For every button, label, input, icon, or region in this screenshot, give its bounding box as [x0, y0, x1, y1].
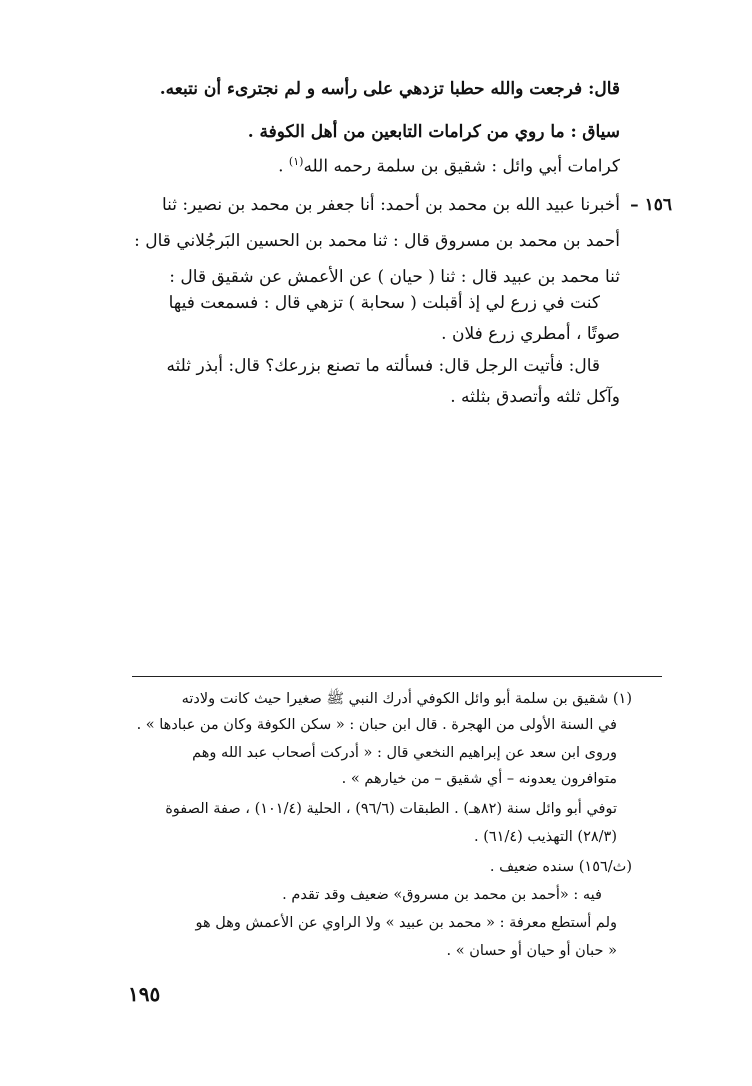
matn-line-2: صوتًا ، أمطري زرع فلان .: [441, 324, 620, 344]
footnote-1-line-5: توفي أبو وائل سنة (٨٢هـ) . الطبقات (٩٦/٦) ، الحلية (١٠١/٤) ، صفة الصفوة: [165, 801, 617, 817]
footnote-th-heading: (ث/١٥٦) سنده ضعيف .: [489, 859, 632, 875]
siyaq-label: سياق: [582, 122, 620, 142]
footnote-1-line-2: في السنة الأولى من الهجرة . قال ابن حبان : « سكن الكوفة وكان من عبادها » .: [136, 717, 617, 733]
footnote-1-line-6: (٢٨/٣) التهذيب (٦١/٤) .: [474, 829, 617, 845]
karamat-end: .: [278, 156, 289, 177]
isnad-line-1: أخبرنا عبيد الله بن محمد بن أحمد: أنا جعفر بن محمد بن نصير: ثنا: [161, 195, 620, 215]
matn-line-4: وآكل ثلثه وأتصدق بثلثه .: [450, 387, 620, 407]
isnad-line-2: أحمد بن محمد بن مسروق قال : ثنا محمد بن الحسين البَرجُلاني قال :: [134, 231, 620, 251]
footnote-1-line-3: وروى ابن سعد عن إبراهيم النخعي قال : « أدركت أصحاب عبد الله وهم: [192, 745, 617, 761]
hadith-number: ١٥٦ –: [630, 195, 672, 215]
footnote-ref[interactable]: (١): [288, 155, 304, 168]
karamat-line: [100, 147, 620, 177]
footnote-divider: [132, 676, 662, 677]
footnote-th-line-2: ولم أستطع معرفة : « محمد بن عبيد » ولا الراوي عن الأعمش وهل هو: [195, 915, 617, 931]
karamat-text: كرامات أبي وائل : شقيق بن سلمة رحمه الله: [303, 156, 620, 177]
matn-line-3: قال: فأتيت الرجل قال: فسألته ما تصنع بزرعك؟ قال: أبذر ثلثه: [166, 356, 600, 376]
main-line-1: قال: فرجعت والله حطبا تزدهي على رأسه و لم نجترىء أن نتبعه.: [159, 79, 620, 99]
page-number: ١٩٥: [128, 982, 161, 1006]
siyaq-heading: [100, 117, 620, 147]
matn-line-1: كنت في زرع لي إذ أقبلت ( سحابة ) تزهي قال : فسمعت فيها: [168, 293, 600, 313]
isnad-line-3: ثنا محمد بن عبيد قال : ثنا ( حيان ) عن الأعمش عن شقيق قال :: [169, 267, 620, 287]
footnote-1-line-1: (١) شقيق بن سلمة أبو وائل الكوفي أدرك النبي ﷺ صغيرا حيث كانت ولادته: [181, 691, 632, 707]
footnote-th-line-3: « حبان أو حيان أو حسان » .: [446, 943, 617, 959]
footnote-th-line-1: فيه : «أحمد بن محمد بن مسروق» ضعيف وقد تقدم .: [282, 887, 602, 903]
siyaq-text: : ما روي من كرامات التابعين من أهل الكوفة .: [247, 122, 577, 142]
footnote-1-line-4: متوافرون يعدونه – أي شقيق – من خيارهم » .: [341, 771, 617, 787]
